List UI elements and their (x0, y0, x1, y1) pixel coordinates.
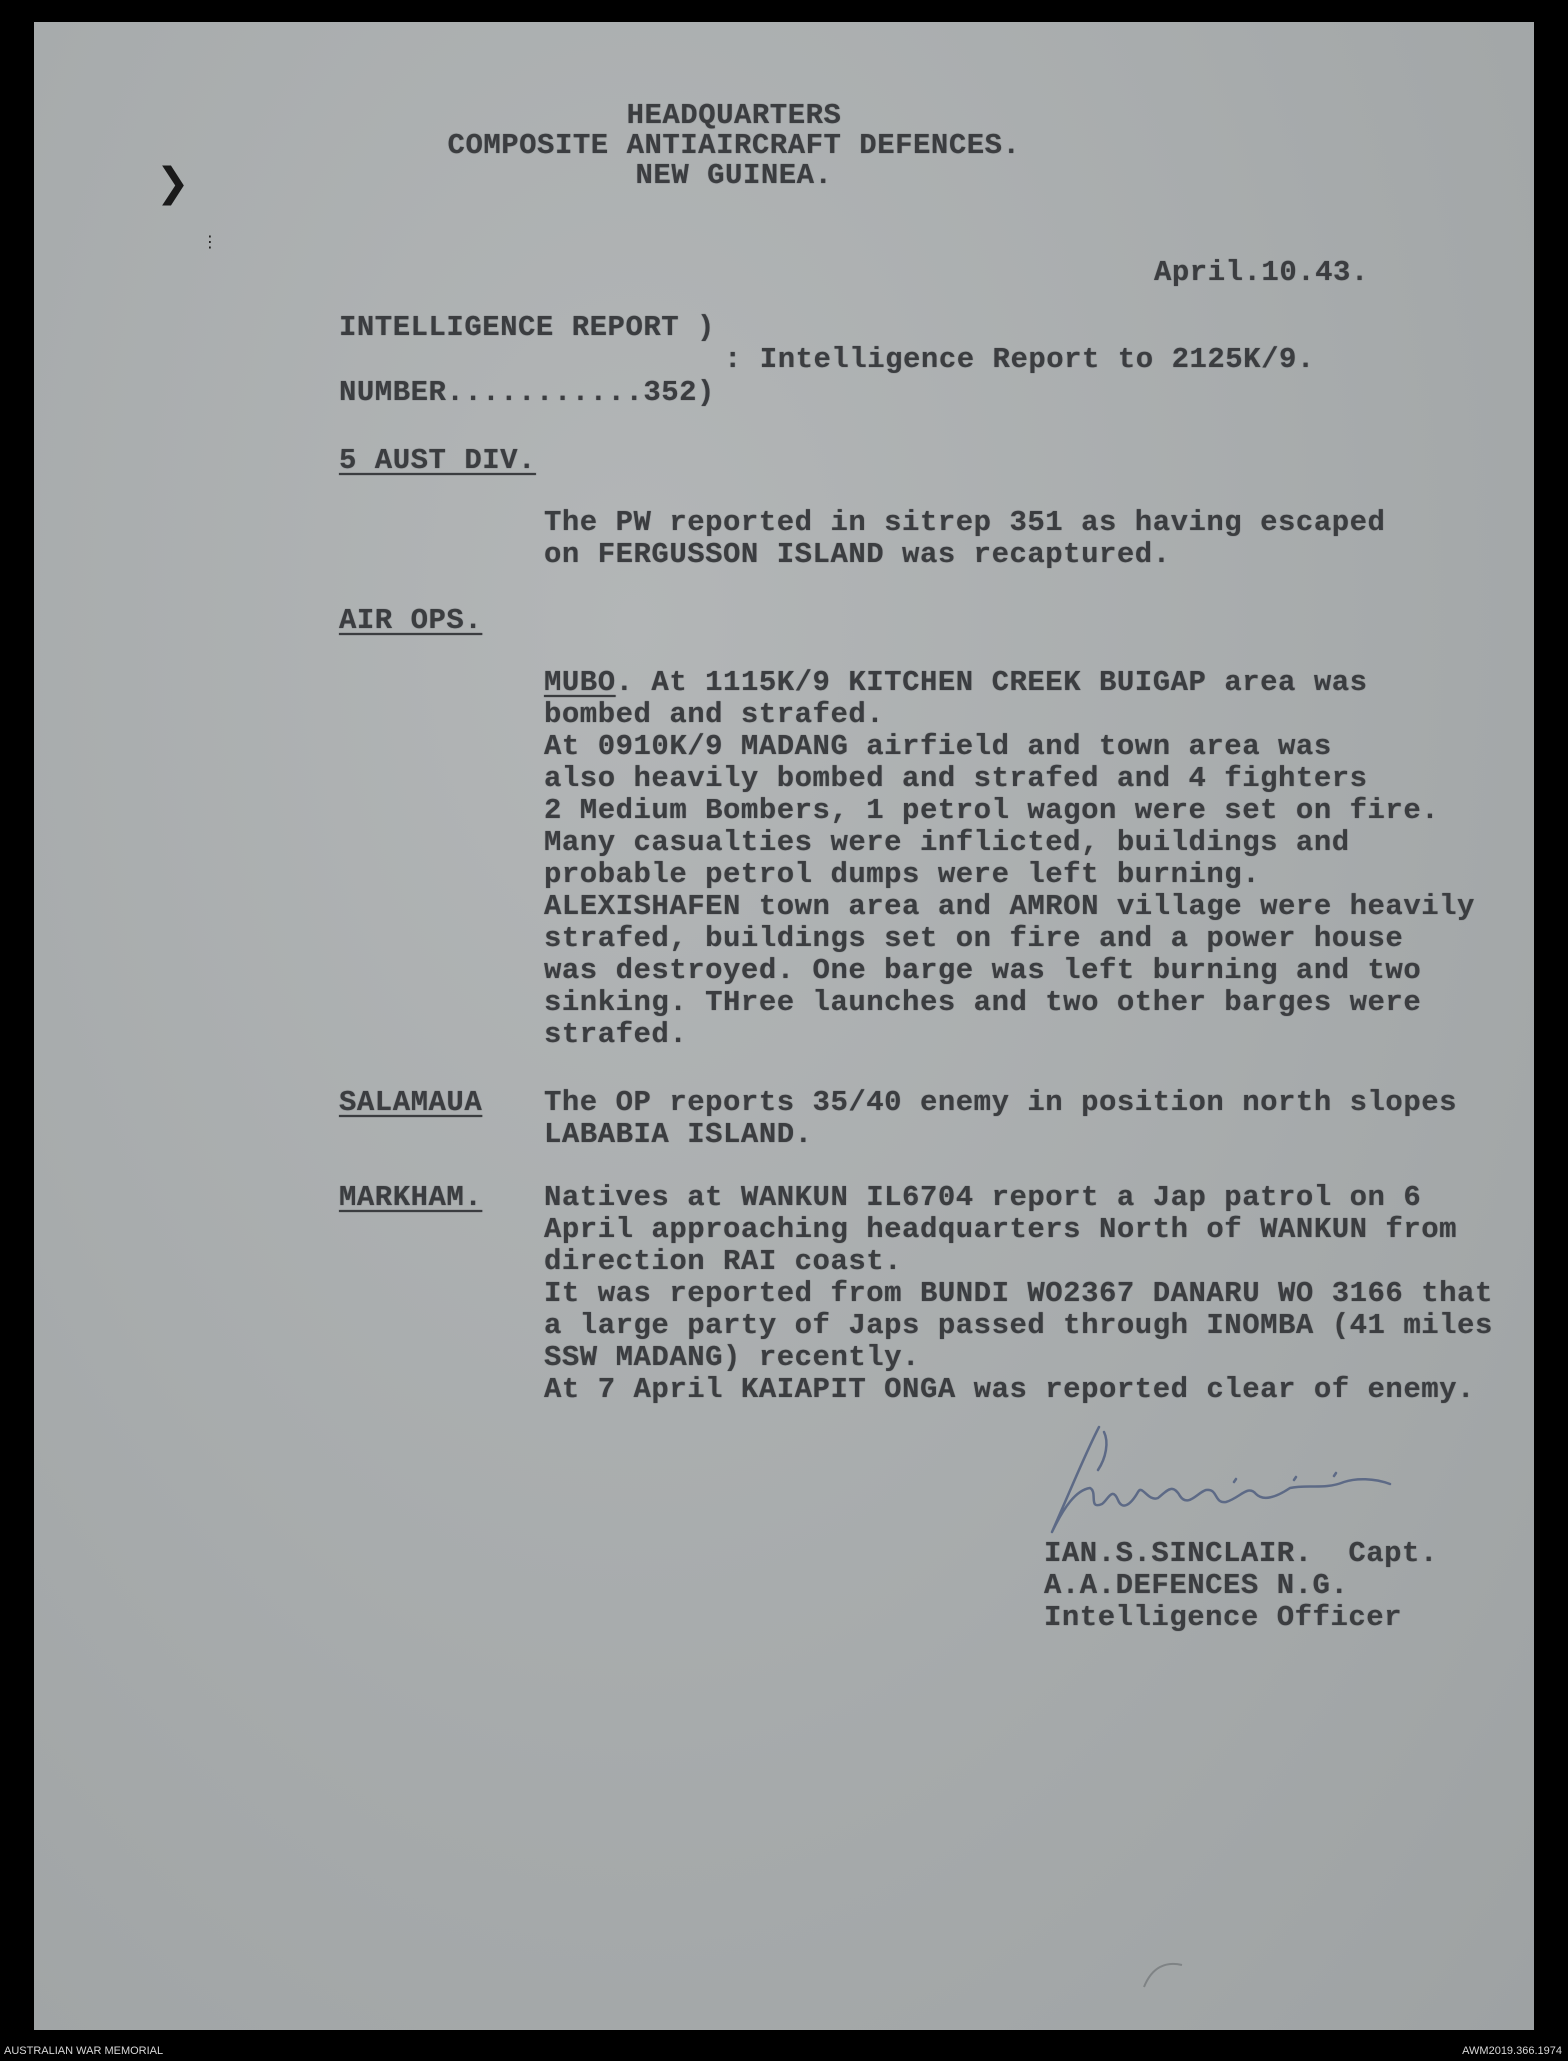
air-ops-line: 2 Medium Bombers, 1 petrol wagon were set on fire. (544, 794, 1440, 827)
markham-line: direction RAI coast. (544, 1245, 903, 1278)
section-heading-salamaua: SALAMAUA (339, 1086, 483, 1119)
section-heading-air-ops: AIR OPS. (339, 604, 483, 637)
markham-line: Natives at WANKUN IL6704 report a Jap patrol on 6 (544, 1181, 1422, 1214)
markham-line: It was reported from BUNDI WO2367 DANARU WO 3166 that (544, 1277, 1493, 1310)
markham-line: April approaching headquarters North of WANKUN from (544, 1213, 1458, 1246)
footer-accession-number: AWM2019.366.1974 (1462, 2045, 1562, 2057)
footer-archive-label: AUSTRALIAN WAR MEMORIAL (4, 2045, 164, 2057)
report-date: April.10.43. (1154, 256, 1369, 289)
aust-div-line: on FERGUSSON ISLAND was recaptured. (544, 538, 1171, 571)
air-ops-line: strafed. (544, 1018, 688, 1051)
aust-div-line: The PW reported in sitrep 351 as having escaped (544, 506, 1386, 539)
air-ops-line: At 0910K/9 MADANG airfield and town area was (544, 730, 1332, 763)
markham-line: a large party of Japs passed through INOMBA (41 miles (544, 1309, 1493, 1342)
signature-name: IAN.S.SINCLAIR. Capt. (1044, 1537, 1438, 1570)
air-ops-line: sinking. THree launches and two other barges were (544, 986, 1422, 1019)
signature-unit: A.A.DEFENCES N.G. (1044, 1569, 1349, 1602)
air-ops-line: was destroyed. One barge was left burning and two (544, 954, 1422, 987)
air-ops-line: bombed and strafed. (544, 698, 885, 731)
letterhead-line2: COMPOSITE ANTIAIRCRAFT DEFENCES. (447, 129, 1021, 162)
markham-line: SSW MADANG) recently. (544, 1341, 920, 1374)
salamaua-line: LABABIA ISLAND. (544, 1118, 813, 1151)
air-ops-first-line (544, 667, 1368, 699)
report-label-line2: NUMBER...........352) (339, 376, 715, 409)
salamaua-line: The OP reports 35/40 enemy in position north slopes (544, 1086, 1458, 1119)
letterhead-line3: NEW GUINEA. (635, 159, 833, 192)
speck-mark-icon: ⋮ (202, 232, 218, 251)
letterhead-line1: HEADQUARTERS (626, 99, 842, 132)
air-ops-line: ALEXISHAFEN town area and AMRON village were heavily (544, 890, 1475, 923)
section-heading-aust-div: 5 AUST DIV. (339, 444, 536, 477)
document-sheet (34, 22, 1534, 2030)
punch-mark-icon: ❯ (156, 160, 190, 206)
section-heading-markham: MARKHAM. (339, 1181, 483, 1214)
report-label-line1: INTELLIGENCE REPORT ) (339, 311, 715, 344)
air-ops-lead-word: MUBO (544, 666, 616, 699)
air-ops-line: also heavily bombed and strafed and 4 fighters (544, 762, 1368, 795)
air-ops-first-line-rest: . At 1115K/9 KITCHEN CREEK BUIGAP area was (615, 666, 1368, 699)
handwritten-signature (994, 1412, 1454, 1552)
air-ops-line: Many casualties were inflicted, buildings and (544, 826, 1350, 859)
markham-line: At 7 April KAIAPIT ONGA was reported clear of enemy. (544, 1373, 1475, 1406)
signature-title: Intelligence Officer (1044, 1601, 1403, 1634)
pencil-mark-icon (1134, 1957, 1194, 1997)
air-ops-line: probable petrol dumps were left burning. (544, 858, 1261, 891)
report-subject: : Intelligence Report to 2125K/9. (724, 343, 1315, 376)
air-ops-line: strafed, buildings set on fire and a power house (544, 922, 1404, 955)
